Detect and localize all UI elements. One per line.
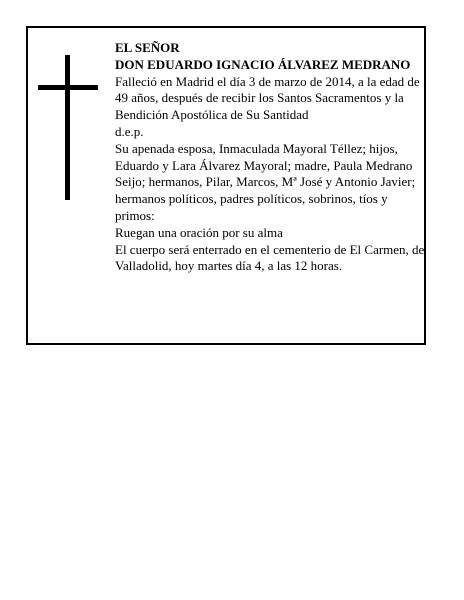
obituary-notice: [26, 26, 426, 345]
dep-abbreviation: d.e.p.: [115, 123, 144, 139]
deceased-name: DON EDUARDO IGNACIO ÁLVAREZ MEDRANO: [115, 56, 411, 72]
family-list: Su apenada esposa, Inmaculada Mayoral Téllez; hijos, Eduardo y Lara Álvarez Mayoral; madre, Paula Medrano Seijo; hermanos, Pilar, Marcos, Mª José y Antonio Javier; hermanos políticos, padres políticos, sobrinos, tíos y primos:: [115, 140, 416, 223]
honorific-title: EL SEÑOR: [115, 40, 180, 55]
burial-details: El cuerpo será enterrado en el cementerio de El Carmen, de Valladolid, hoy martes día 4, a las 12 horas.: [115, 241, 425, 274]
cross-horizontal-bar: [38, 85, 98, 90]
cross-vertical-bar: [65, 55, 70, 200]
death-announcement: Falleció en Madrid el día 3 de marzo de 2014, a la edad de 49 años, después de recibir los Santos Sacramentos y la Bendición Apostólica de Su Santidad: [115, 73, 420, 123]
cross-icon: [38, 55, 98, 200]
prayer-request: Ruegan una oración por su alma: [115, 224, 283, 240]
obituary-text: [115, 40, 427, 275]
